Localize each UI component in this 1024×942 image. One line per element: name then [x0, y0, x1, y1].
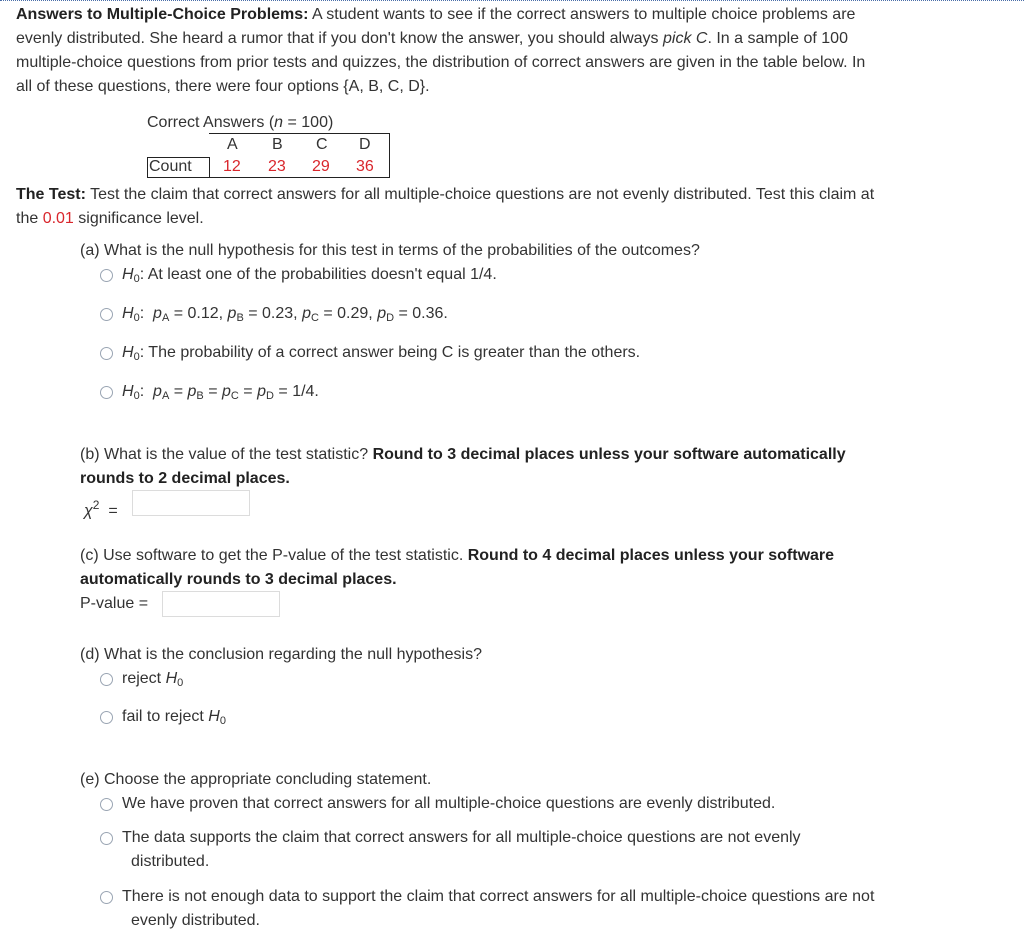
problem-title: Answers to Multiple-Choice Problems: [16, 6, 309, 23]
top-dotted-rule [0, 0, 1024, 1]
option-a2-math: $H_0$: $p_A = 0.12$, $p_B = 0.23$, $p_C = 0.29$, $p_D = 0.36$. [122, 305, 448, 324]
problem-intro: Answers to Multiple-Choice Problems: A student wants to see if the correct answers to multiple choice problems are evenly distributed. She heard a rumor that if you don't know the answer, you should always pick C. In a sample of 100 multiple-choice questions from prior tests and quizzes, the distribution of correct answers are given in the table below. In all of these questions, there were four options {A, B, C, D}. [16, 6, 866, 95]
p-value-input[interactable] [162, 591, 280, 617]
question-e: (e) Choose the appropriate concluding statement. [80, 771, 432, 788]
table-value: 12 [223, 158, 241, 175]
chi-square-label: $\chi^2$ = [84, 498, 118, 520]
question-b: (b) What is the value of the test statistic? Round to 3 decimal places unless your software automatically rounds to 2 decimal places. [80, 446, 846, 487]
option-e3[interactable]: There is not enough data to support the claim that correct answers for all multiple-choice questions are not evenly distributed. [100, 885, 1000, 933]
option-a4[interactable] [100, 380, 1000, 408]
option-a3[interactable]: $H_0$: The probability of a correct answer being C is greater than the others. [100, 341, 1000, 369]
table-header: D [359, 136, 371, 153]
option-e2[interactable]: The data supports the claim that correct answers for all multiple-choice questions are not evenly distributed. [100, 826, 1000, 874]
table-header: B [272, 136, 283, 153]
p-value-label: P-value = [80, 595, 149, 612]
radio-button[interactable] [100, 269, 113, 282]
radio-button[interactable] [100, 347, 113, 360]
radio-button[interactable] [100, 308, 113, 321]
significance-level: 0.01 [42, 210, 74, 227]
table-value: 29 [312, 158, 330, 175]
test-statistic-input[interactable] [132, 490, 250, 516]
radio-button[interactable] [100, 673, 113, 686]
table-value: 23 [268, 158, 286, 175]
radio-button[interactable] [100, 798, 113, 811]
radio-button[interactable] [100, 711, 113, 724]
table-caption: Correct Answers (n = 100) [147, 114, 334, 131]
option-a4-math: $H_0$: $p_A = p_B = p_C = p_D = 1/4$. [122, 383, 319, 402]
radio-button[interactable] [100, 832, 113, 845]
option-a2[interactable] [100, 302, 1000, 330]
test-description: The Test: Test the claim that correct answers for all multiple-choice questions are not evenly distributed. Test this claim at the 0.01 significance level. [16, 186, 875, 227]
question-a: (a) What is the null hypothesis for this test in terms of the probabilities of the outcomes? [80, 242, 700, 259]
question-c: (c) Use software to get the P-value of the test statistic. Round to 4 decimal places unless your software automatically rounds to 3 decimal places. [80, 547, 835, 588]
option-d2[interactable]: fail to reject $H_0$ [100, 705, 1000, 733]
table-header: C [316, 136, 328, 153]
table-value: 36 [356, 158, 374, 175]
table-row-label: Count [149, 158, 192, 175]
question-d: (d) What is the conclusion regarding the null hypothesis? [80, 646, 482, 663]
option-d1[interactable]: reject $H_0$ [100, 667, 1000, 695]
radio-button[interactable] [100, 891, 113, 904]
option-e1[interactable]: We have proven that correct answers for all multiple-choice questions are evenly distributed. [100, 792, 1000, 816]
table-header: A [227, 136, 238, 153]
radio-button[interactable] [100, 386, 113, 399]
option-a1[interactable]: $H_0$: At least one of the probabilities doesn't equal 1/4. [100, 263, 1000, 291]
